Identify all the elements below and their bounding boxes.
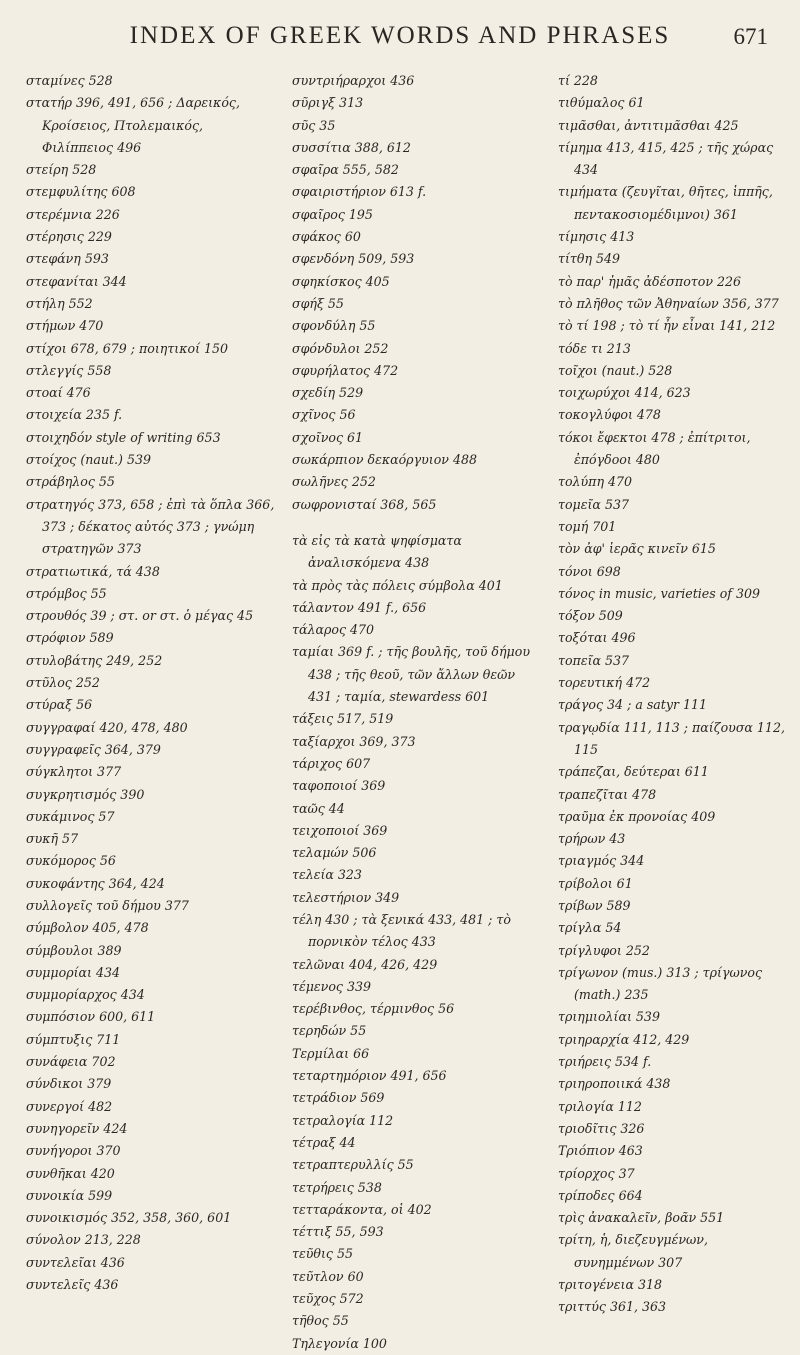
index-entry: στύραξ 56 — [26, 697, 93, 713]
index-entry: τί 228 — [558, 73, 598, 88]
index-entry: Τερμίλαι 66 — [292, 1045, 370, 1061]
index-entry: σφαῖρος 195 — [292, 206, 373, 222]
index-entry: τρίγωνον (mus.) 313 ; τρίγωνος (math.) 235 — [558, 964, 763, 1003]
index-entry: τίμησις 413 — [558, 229, 635, 245]
index-entry: τοπεῖα 537 — [558, 652, 630, 668]
index-entry: συνηγορεῖν 424 — [26, 1120, 128, 1136]
index-entry: σφαιριστήριον 613 f. — [292, 184, 427, 200]
index-entry: τέλη 430 ; τὰ ξενικά 433, 481 ; τὸ πορνικὸν τέλος 433 — [292, 911, 511, 950]
index-entry: τριαγμός 344 — [558, 853, 645, 869]
index-entry: τράγος 34 ; a satyr 111 — [558, 697, 708, 713]
index-entry: τελαμών 506 — [292, 845, 377, 861]
index-entry: τρίορχος 37 — [558, 1165, 635, 1181]
index-entry: τέμενος 339 — [292, 978, 371, 994]
index-entry: τὸν ἀφ' ἱερᾶς κινεῖν 615 — [558, 541, 716, 557]
index-entry: στράβηλος 55 — [26, 474, 115, 490]
index-entry: στοίχος (naut.) 539 — [26, 452, 152, 468]
index-entry: τραγῳδία 111, 113 ; παίζουσα 112, 115 — [558, 719, 785, 757]
index-entry: τίμημα 413, 415, 425 ; τῆς χώρας 434 — [558, 139, 774, 178]
index-entry: στρόμβος 55 — [26, 585, 107, 601]
index-entry: συκόμορος 56 — [26, 853, 116, 869]
index-entry: σταμίνες 528 — [26, 73, 113, 88]
index-entry: ταμίαι 369 f. ; τῆς βουλῆς, τοῦ δήμου 438 ; τῆς θεοῦ, τῶν ἄλλων θεῶν 431 ; ταμία, stewardess 601 — [292, 644, 530, 705]
index-entry: συντριήραρχοι 436 — [292, 73, 415, 88]
index-entry: σφηκίσκος 405 — [292, 273, 390, 289]
index-entry: τέτραξ 44 — [292, 1134, 356, 1150]
index-entry: σύνολον 213, 228 — [26, 1232, 141, 1248]
index-entry: στρατιωτικά, τά 438 — [26, 563, 160, 579]
index-entry: συνοικισμός 352, 358, 360, 601 — [26, 1210, 232, 1226]
index-entry: στυλοβάτης 249, 252 — [26, 652, 163, 668]
index-entry: τιμήματα (ζευγῖται, θῆτες, ἱππῆς, πεντακοσιομέδιμνοι) 361 — [558, 184, 773, 222]
index-entry: τρίβολοι 61 — [558, 875, 633, 891]
index-entry: τολύπη 470 — [558, 474, 633, 490]
index-entry: σύμβολον 405, 478 — [26, 920, 149, 936]
index-entry: τίτθη 549 — [558, 251, 621, 267]
index-entry: τετραλογία 112 — [292, 1112, 394, 1128]
index-entry: τεῦχος 572 — [292, 1291, 364, 1307]
index-entry: τόδε τι 213 — [558, 340, 631, 356]
index-entry: τεταρτημόριον 491, 656 — [292, 1068, 447, 1084]
index-entry: τετραπτερυλλίς 55 — [292, 1157, 414, 1173]
index-entry: στατήρ 396, 491, 656 ; Δαρεικός, Κροίσειος, Πτολεμαικός, Φιλίππειος 496 — [26, 95, 240, 155]
index-entry: τὰ πρὸς τὰς πόλεις σύμβολα 401 — [292, 577, 503, 593]
index-entry: σύγκλητοι 377 — [26, 764, 122, 780]
index-entry: στήλη 552 — [26, 295, 93, 311]
index-entry: σφονδύλη 55 — [292, 318, 376, 334]
index-entry: συκάμινος 57 — [26, 808, 115, 824]
index-column-2 — [292, 70, 532, 1355]
index-entry: σωκάρπιον δεκαόργυιον 488 — [292, 452, 477, 468]
index-entry: στεφάνη 593 — [26, 251, 109, 267]
index-entry: τελεστήριον 349 — [292, 889, 400, 905]
index-entry: στρουθός 39 ; στ. or στ. ὁ μέγας 45 — [26, 608, 254, 624]
index-entry: τὰ εἰς τὰ κατὰ ψηφίσματα ἀναλισκόμενα 438 — [292, 532, 462, 571]
index-entry: σχοῖνος 61 — [292, 429, 364, 445]
index-entry: τομεῖα 537 — [558, 496, 629, 512]
index-entry: συσσίτια 388, 612 — [292, 139, 411, 155]
index-entry: τράπεζαι, δεύτεραι 611 — [558, 764, 709, 780]
index-entry: τομή 701 — [558, 518, 617, 534]
index-entry: συνοικία 599 — [26, 1187, 113, 1203]
index-entry: τάριχος 607 — [292, 755, 371, 771]
index-entry: τάλαρος 470 — [292, 622, 375, 638]
index-entry: στῦλος 252 — [26, 675, 100, 691]
index-entry: τόνος in music, varieties of 309 — [558, 585, 761, 601]
index-entry: τιμᾶσθαι, ἀντιτιμᾶσθαι 425 — [558, 117, 739, 133]
index-entry: σφυρήλατος 472 — [292, 362, 399, 378]
index-entry: τοξόται 496 — [558, 630, 636, 646]
index-entry: στήμων 470 — [26, 318, 104, 334]
index-entry: τιθύμαλος 61 — [558, 95, 645, 111]
index-entry: στεμφυλίτης 608 — [26, 184, 136, 200]
index-entry: τρίγλα 54 — [558, 920, 622, 936]
index-entry: σφάκος 60 — [292, 229, 361, 245]
index-entry: στέρησις 229 — [26, 229, 112, 245]
index-entry: τὸ παρ' ἡμᾶς ἀδέσποτον 226 — [558, 273, 742, 289]
index-entry: συκῆ 57 — [26, 831, 79, 847]
index-entry: τριτογένεια 318 — [558, 1277, 663, 1293]
index-entry: συγγραφαί 420, 478, 480 — [26, 719, 188, 735]
index-entry: τερηδών 55 — [292, 1023, 367, 1039]
index-entry: σύμπτυξις 711 — [26, 1031, 121, 1047]
index-entry: συμπόσιον 600, 611 — [26, 1009, 156, 1025]
index-entry: τρὶς ἀνακαλεῖν, βοᾶν 551 — [558, 1210, 725, 1226]
index-entry: τρίγλυφοι 252 — [558, 942, 650, 958]
index-entry: συκοφάντης 364, 424 — [26, 875, 165, 891]
index-column-3 — [558, 70, 790, 1319]
index-entry: Τριόπιον 463 — [558, 1143, 643, 1159]
index-entry: σωφρονισταί 368, 565 — [292, 496, 437, 512]
index-entry: τριοδῖτις 326 — [558, 1120, 645, 1136]
index-entry: τραπεζῖται 478 — [558, 786, 657, 802]
index-entry: σύνδικοι 379 — [26, 1076, 112, 1092]
index-entry: σχῖνος 56 — [292, 407, 356, 423]
index-entry: σφήξ 55 — [292, 295, 344, 311]
index-entry: σύμβουλοι 389 — [26, 942, 122, 958]
index-entry: στερέμνια 226 — [26, 206, 120, 222]
running-title: INDEX OF GREEK WORDS AND PHRASES — [129, 22, 671, 49]
index-entry: συνθῆκαι 420 — [26, 1165, 115, 1181]
index-entry: τερέβινθος, τέρμινθος 56 — [292, 1001, 455, 1017]
index-entry: τριηροποιικά 438 — [558, 1076, 671, 1092]
index-entry: στρόφιον 589 — [26, 630, 114, 646]
index-entry: τάλαντον 491 f., 656 — [292, 599, 427, 615]
index-entry: τῆθος 55 — [292, 1313, 349, 1329]
index-entry: τόκοι ἔφεκτοι 478 ; ἐπίτριτοι, ἐπόγδοοι 480 — [558, 429, 751, 468]
index-entry: τοιχωρύχοι 414, 623 — [558, 385, 691, 401]
index-entry: συνήγοροι 370 — [26, 1143, 121, 1159]
index-entry: τριηραρχία 412, 429 — [558, 1031, 690, 1047]
index-entry: τριημιολίαι 539 — [558, 1009, 660, 1025]
index-entry: τρίποδες 664 — [558, 1187, 643, 1203]
index-entry: στλεγγίς 558 — [26, 362, 112, 378]
index-entry: σῦριγξ 313 — [292, 95, 364, 111]
index-entry: συμμορίαρχος 434 — [26, 987, 145, 1003]
index-entry: σφαῖρα 555, 582 — [292, 162, 399, 178]
index-entry: ταῶς 44 — [292, 800, 345, 816]
index-entry: τέττιξ 55, 593 — [292, 1224, 384, 1240]
index-entry: σῦς 35 — [292, 117, 336, 133]
index-entry: σφενδόνη 509, 593 — [292, 251, 415, 267]
index-entry: τεῦτλον 60 — [292, 1268, 364, 1284]
index-entry: σωλῆνες 252 — [292, 474, 376, 490]
index-entry: σφόνδυλοι 252 — [292, 340, 389, 356]
index-entry: σχεδίη 529 — [292, 385, 364, 401]
index-entry: συντελεῖαι 436 — [26, 1254, 125, 1270]
index-entry: τριττύς 361, 363 — [558, 1299, 667, 1315]
index-entry: στοαί 476 — [26, 385, 91, 401]
index-entry: συλλογεῖς τοῦ δήμου 377 — [26, 897, 189, 913]
index-entry: τοῖχοι (naut.) 528 — [558, 362, 673, 378]
index-entry: στοιχεία 235 f. — [26, 407, 123, 423]
index-entry: τρίτη, ἡ, διεζευγμένων, συνημμένων 307 — [558, 1232, 708, 1270]
index-entry: τετρήρεις 538 — [292, 1179, 382, 1195]
index-entry: τὸ πλῆθος τῶν Ἀθηναίων 356, 377 — [558, 295, 779, 311]
index-entry: στείρη 528 — [26, 162, 97, 178]
index-entry: συντελεῖς 436 — [26, 1277, 119, 1293]
index-entry: ταφοποιοί 369 — [292, 778, 386, 794]
index-entry: στεφανίται 344 — [26, 273, 127, 289]
index-entry: τετταράκοντα, οἱ 402 — [292, 1201, 432, 1217]
index-entry: τορευτική 472 — [558, 675, 651, 691]
index-entry: τραῦμα ἐκ προνοίας 409 — [558, 808, 716, 824]
index-entry: ταξίαρχοι 369, 373 — [292, 733, 416, 749]
index-entry: Τηλεγονία 100 — [292, 1335, 387, 1351]
index-entry: συνεργοί 482 — [26, 1098, 113, 1114]
index-entry: συνάφεια 702 — [26, 1054, 116, 1070]
index-entry: τρίβων 589 — [558, 897, 631, 913]
index-entry: τόξον 509 — [558, 608, 623, 624]
index-entry: τεῦθις 55 — [292, 1246, 353, 1262]
index-entry: τετράδιον 569 — [292, 1090, 385, 1106]
index-entry: τὸ τί 198 ; τὸ τί ἦν εἶναι 141, 212 — [558, 318, 776, 334]
index-entry: τειχοποιοί 369 — [292, 822, 388, 838]
index-entry: συγγραφεῖς 364, 379 — [26, 741, 161, 757]
index-entry: στρατηγός 373, 658 ; ἐπὶ τὰ ὅπλα 366, 373 ; δέκατος αὐτός 373 ; γνώμη στρατηγῶν 373 — [26, 496, 275, 557]
index-column-1 — [26, 70, 276, 1296]
index-entry: τριήρεις 534 f. — [558, 1054, 652, 1070]
index-entry: συγκρητισμός 390 — [26, 786, 145, 802]
index-entry: τρήρων 43 — [558, 831, 626, 847]
index-entry: τόνοι 698 — [558, 563, 621, 579]
index-entry: τριλογία 112 — [558, 1098, 642, 1114]
index-entry: τελεία 323 — [292, 867, 362, 883]
index-entry: στοιχηδόν style of writing 653 — [26, 429, 221, 445]
index-entry: στίχοι 678, 679 ; ποιητικοί 150 — [26, 340, 229, 356]
page-number: 671 — [733, 24, 768, 49]
index-entry: τοκογλύφοι 478 — [558, 407, 661, 423]
index-entry: τελῶναι 404, 426, 429 — [292, 956, 438, 972]
index-entry: τάξεις 517, 519 — [292, 711, 394, 727]
page-header — [0, 22, 800, 62]
index-entry: συμμορίαι 434 — [26, 964, 121, 980]
